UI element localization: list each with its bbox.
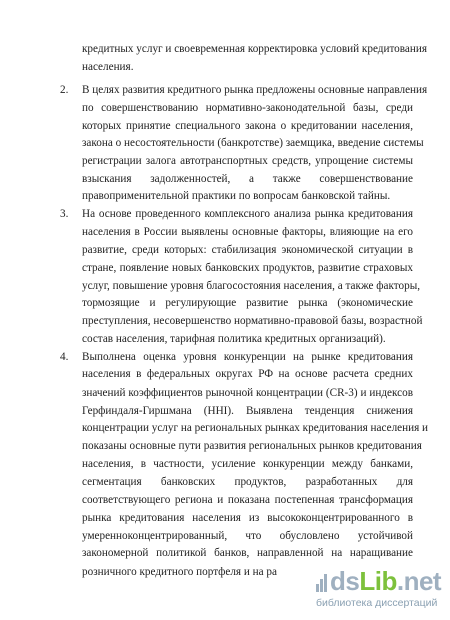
- text-line: концентрации услуг на региональных рынках кредитования населения и: [82, 422, 429, 434]
- text-line: взыскания задолженностей, а также совершенствование: [82, 173, 413, 185]
- text-line: Выполнена оценка уровня конкуренции на рынке кредитования: [82, 351, 413, 363]
- text-line: соответствующего региона и показана постепенная трансформация: [82, 494, 413, 506]
- text-line: В целях развития кредитного рынка предложены основные направления: [82, 84, 428, 96]
- text-line: состав населения, тарифная политика кредитных организаций).: [82, 333, 386, 345]
- text-line: показаны основные пути развития региональных рынков кредитования: [82, 440, 422, 452]
- text-line: На основе проведенного комплексного анализа рынка кредитования: [82, 208, 413, 220]
- text-line: закономерной политикой банков, направленной на наращивание: [82, 547, 413, 559]
- text-line: населения.: [82, 61, 134, 73]
- text-line: закона о несостоятельности (банкротстве) заемщика, введение системы: [82, 137, 424, 149]
- watermark-logo: dsLib.net: [330, 566, 442, 596]
- text-line: услуг, повышение уровня благосостояния населения, а также факторы,: [82, 280, 421, 292]
- text-line: правоприменительной практики по вопросам банковской тайны.: [82, 190, 391, 202]
- text-line: умеренноконцентрированный, что обусловлено устойчивой: [82, 530, 413, 542]
- text-line: населения в России выявлены основные факторы, влияющие на его: [82, 226, 413, 238]
- list-number: 2.: [60, 84, 69, 96]
- text-line: развитие, среди которых: стабилизация экономической ситуации в: [82, 244, 413, 256]
- text-line: регистрации залога автотранспортных средств, упрощение системы: [82, 155, 413, 167]
- text-line: которых принятие специального закона о кредитовании населения,: [82, 120, 413, 132]
- list-number: 3.: [60, 208, 69, 220]
- watermark-subtitle: библиотека диссертаций: [316, 597, 438, 609]
- text-line: рынка кредитования населения из высококонцентрированного в: [82, 512, 413, 524]
- text-line: кредитных услуг и своевременная корректировка условий кредитования: [82, 43, 427, 55]
- list-number: 4.: [60, 351, 69, 363]
- text-line: розничного кредитного портфеля и на ра: [82, 566, 277, 578]
- text-line: тормозящие и регулирующие развитие рынка (экономические: [82, 297, 413, 309]
- bars-logo-icon: [316, 572, 328, 592]
- text-line: по совершенствованию нормативно-законодательной базы, среди: [82, 102, 413, 114]
- text-line: населения, в частности, усиление конкуренции между банками,: [82, 458, 413, 470]
- text-line: значений коэффициентов рыночной концентрации (CR-3) и индексов: [82, 387, 413, 399]
- dslib-watermark: [316, 566, 450, 616]
- text-line: сегментация банковских продуктов, разработанных для: [82, 476, 413, 488]
- text-line: преступления, несовершенство нормативно-правовой базы, возрастной: [82, 315, 423, 327]
- text-line: населения в федеральных округах РФ на основе расчета средних: [82, 368, 413, 380]
- text-line: стране, появление новых банковских продуктов, развитие страховых: [82, 262, 413, 274]
- text-line: Герфиндаля-Гиршмана (HHI). Выявлена тенденция снижения: [82, 405, 413, 417]
